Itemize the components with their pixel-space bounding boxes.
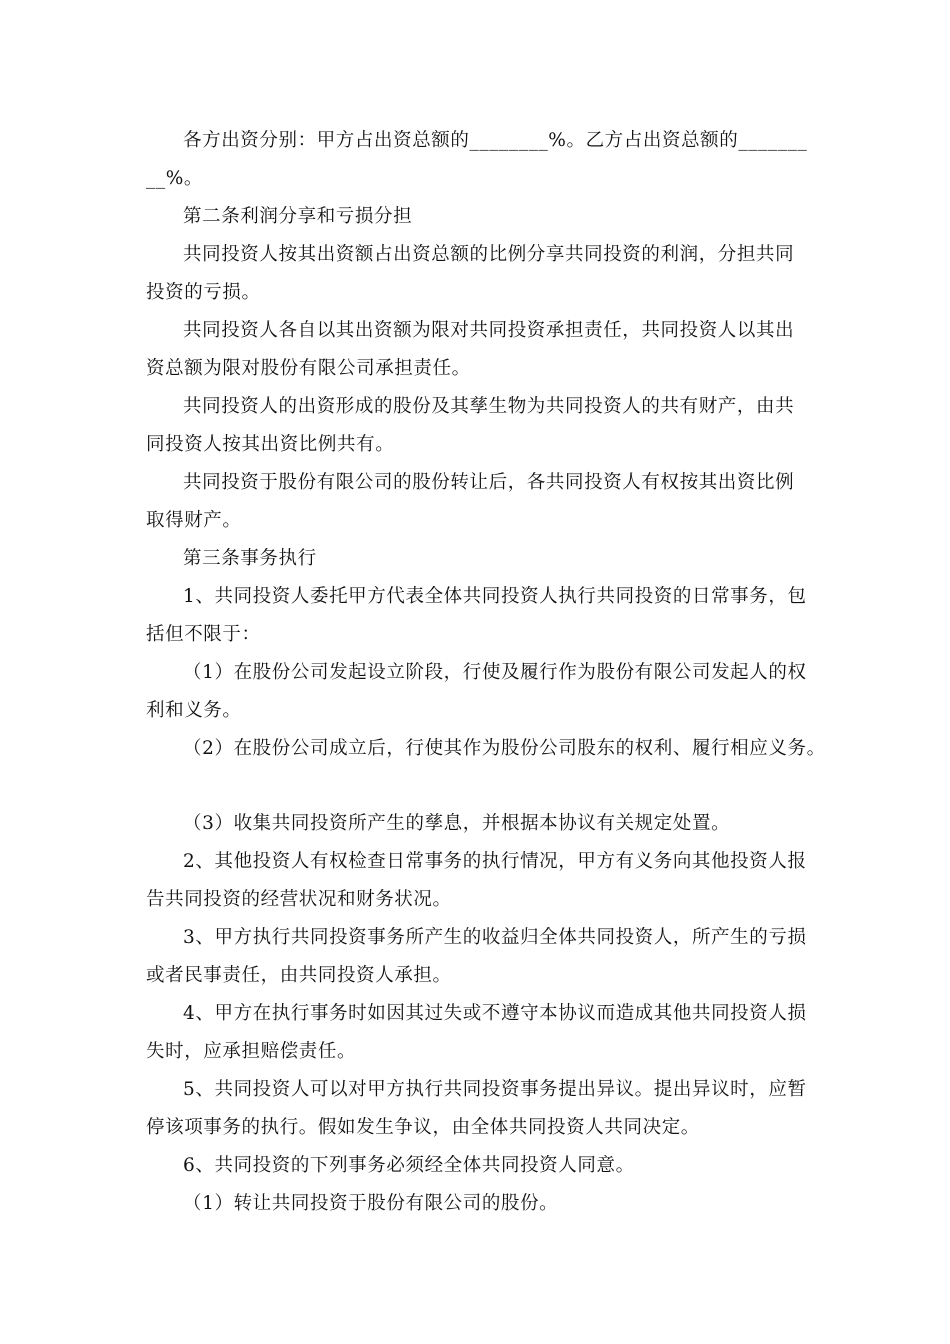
- text-line: 共同投资于股份有限公司的股份转让后，各共同投资人有权按其出资比例: [183, 472, 795, 493]
- text-line: 5、共同投资人可以对甲方执行共同投资事务提出异议。提出异议时，应暂: [183, 1079, 807, 1100]
- text-line: 失时，应承担赔偿责任。: [146, 1041, 357, 1062]
- text-line: （3）收集共同投资所产生的孳息，并根据本协议有关规定处置。: [183, 813, 731, 834]
- section-heading: 第二条利润分享和亏损分担: [183, 206, 413, 227]
- text-line: 资总额为限对股份有限公司承担责任。: [146, 358, 471, 379]
- text-line: 6、共同投资的下列事务必须经全体共同投资人同意。: [183, 1155, 635, 1176]
- text-line: 同投资人按其出资比例共有。: [146, 434, 395, 455]
- text-line: （1）转让共同投资于股份有限公司的股份。: [183, 1193, 559, 1214]
- text-line: 括但不限于：: [146, 624, 261, 645]
- text-line: （2）在股份公司成立后，行使其作为股份公司股东的权利、履行相应义务。: [183, 738, 826, 759]
- text-line: 2、其他投资人有权检查日常事务的执行情况，甲方有义务向其他投资人报: [183, 851, 807, 872]
- text-line: __%。: [146, 168, 203, 189]
- text-line: 4、甲方在执行事务时如因其过失或不遵守本协议而造成其他共同投资人损: [183, 1003, 807, 1024]
- text-line: 3、甲方执行共同投资事务所产生的收益归全体共同投资人，所产生的亏损: [183, 927, 807, 948]
- text-line: 或者民事责任，由共同投资人承担。: [146, 965, 452, 986]
- text-line: 告共同投资的经营状况和财务状况。: [146, 889, 452, 910]
- text-line: 利和义务。: [146, 700, 242, 721]
- text-line: 共同投资人各自以其出资额为限对共同投资承担责任，共同投资人以其出: [183, 320, 795, 341]
- text-line: 各方出资分别：甲方占出资总额的________%。乙方占出资总额的_______: [183, 130, 808, 151]
- text-line: 停该项事务的执行。假如发生争议，由全体共同投资人共同决定。: [146, 1117, 700, 1138]
- text-line: （1）在股份公司发起设立阶段，行使及履行作为股份有限公司发起人的权: [183, 662, 807, 683]
- text-line: 取得财产。: [146, 510, 242, 531]
- section-heading: 第三条事务执行: [183, 548, 317, 569]
- text-line: 1、共同投资人委托甲方代表全体共同投资人执行共同投资的日常事务，包: [183, 586, 807, 607]
- text-line: 共同投资人的出资形成的股份及其孳生物为共同投资人的共有财产，由共: [183, 396, 795, 417]
- text-line: 共同投资人按其出资额占出资总额的比例分享共同投资的利润，分担共同: [183, 244, 795, 265]
- text-line: 投资的亏损。: [146, 282, 261, 303]
